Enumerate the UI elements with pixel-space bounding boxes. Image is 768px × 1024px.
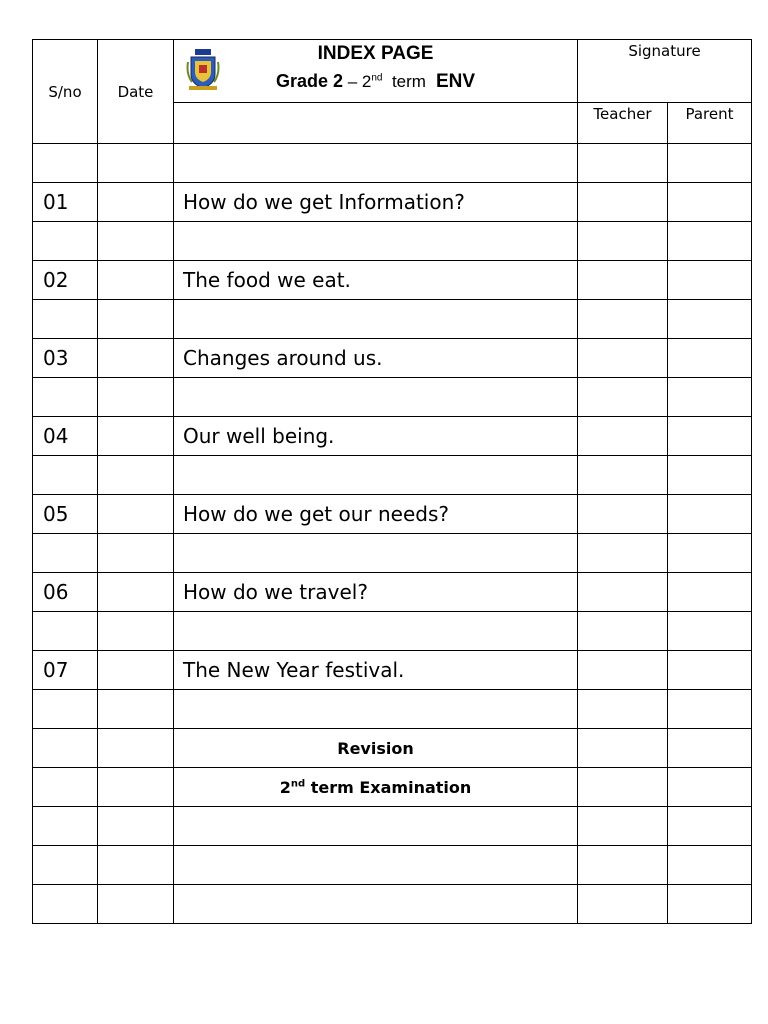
topic-number: 06 <box>33 573 98 612</box>
term-sup: nd <box>371 72 383 84</box>
sno-header: S/no <box>33 40 98 144</box>
topic-number: 04 <box>33 417 98 456</box>
table-row <box>33 378 752 417</box>
table-row <box>33 300 752 339</box>
page-title: INDEX PAGE <box>317 43 434 64</box>
table-row <box>33 534 752 573</box>
topic-row <box>33 495 752 534</box>
table-row <box>33 846 752 885</box>
topic-number: 01 <box>33 183 98 222</box>
table-row <box>33 222 752 261</box>
term-word: term <box>391 72 426 91</box>
topic-row <box>33 339 752 378</box>
topic-title: How do we travel? <box>174 573 578 612</box>
empty-cell <box>174 103 578 144</box>
table-row <box>33 690 752 729</box>
topic-row <box>33 183 752 222</box>
topic-title: The food we eat. <box>174 261 578 300</box>
school-crest-icon <box>186 48 220 92</box>
topic-row <box>33 573 752 612</box>
term-dash: – 2 <box>347 72 372 91</box>
page-subtitle <box>174 71 577 93</box>
exam-label <box>174 768 578 807</box>
date-header: Date <box>98 40 174 144</box>
topic-title: Our well being. <box>174 417 578 456</box>
index-table <box>32 39 752 924</box>
topic-number: 05 <box>33 495 98 534</box>
subject-label: ENV <box>435 71 476 92</box>
revision-row <box>33 729 752 768</box>
exam-num: 2 <box>279 777 291 797</box>
revision-label: Revision <box>174 729 578 768</box>
topic-row <box>33 651 752 690</box>
table-row <box>33 456 752 495</box>
topic-number: 02 <box>33 261 98 300</box>
topic-row <box>33 261 752 300</box>
exam-rest: term Examination <box>305 777 472 797</box>
exam-sup: nd <box>290 778 306 790</box>
signature-header: Signature <box>578 40 752 103</box>
table-row <box>33 144 752 183</box>
table-row <box>33 807 752 846</box>
grade-label: Grade 2 <box>275 71 343 91</box>
table-row <box>33 885 752 924</box>
topic-number: 03 <box>33 339 98 378</box>
topic-title: The New Year festival. <box>174 651 578 690</box>
table-row <box>33 612 752 651</box>
parent-header: Parent <box>668 103 752 144</box>
topic-title: How do we get Information? <box>174 183 578 222</box>
topic-title: How do we get our needs? <box>174 495 578 534</box>
topic-title: Changes around us. <box>174 339 578 378</box>
header-row <box>33 40 752 103</box>
topic-row <box>33 417 752 456</box>
topic-number: 07 <box>33 651 98 690</box>
teacher-header: Teacher <box>578 103 668 144</box>
exam-row <box>33 768 752 807</box>
title-cell <box>174 40 578 103</box>
